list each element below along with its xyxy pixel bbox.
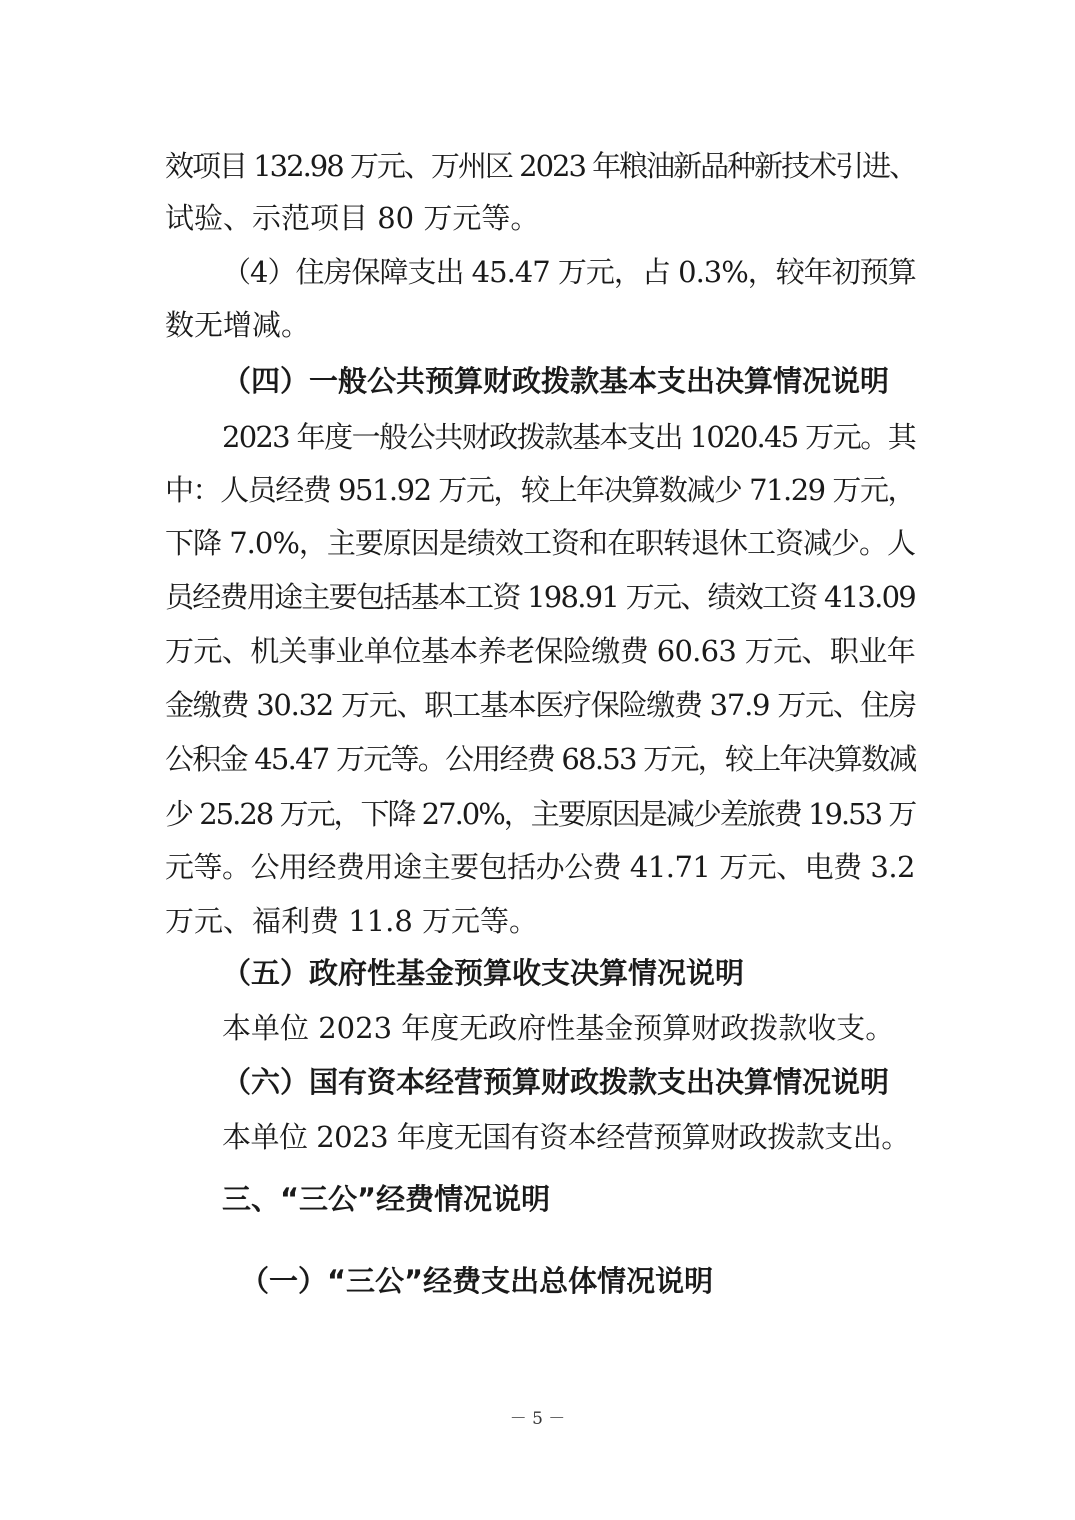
paragraph-line: （4）住房保障支出 45.47 万元，占 0.3%，较年初预算 [222, 255, 916, 289]
subsection-heading-three-1: （一）“三公”经费支出总体情况说明 [240, 1264, 714, 1298]
paragraph-line: 公积金 45.47 万元等。公用经费 68.53 万元，较上年决算数减 [165, 742, 916, 776]
section-heading-6: （六）国有资本经营预算财政拨款支出决算情况说明 [222, 1065, 890, 1099]
section-heading-5: （五）政府性基金预算收支决算情况说明 [222, 956, 745, 990]
paragraph-line: 少 25.28 万元，下降 27.0%，主要原因是减少差旅费 19.53 万 [165, 797, 916, 831]
paragraph-line: 2023 年度一般公共财政拨款基本支出 1020.45 万元。其 [222, 420, 915, 454]
paragraph-line: 元等。公用经费用途主要包括办公费 41.71 万元、电费 3.2 [165, 850, 915, 884]
section-heading-three: 三、“三公”经费情况说明 [222, 1182, 551, 1216]
paragraph-line: 员经费用途主要包括基本工资 198.91 万元、绩效工资 413.09 [165, 580, 915, 614]
section-heading-4: （四）一般公共预算财政拨款基本支出决算情况说明 [222, 364, 890, 398]
paragraph-line: 金缴费 30.32 万元、职工基本医疗保险缴费 37.9 万元、住房 [165, 688, 916, 722]
paragraph-line: 效项目 132.98 万元、万州区 2023 年粮油新品种新技术引进、 [165, 149, 917, 183]
paragraph-line: 试验、示范项目 80 万元等。 [165, 201, 540, 235]
page-number: － 5 － [509, 1409, 566, 1429]
paragraph-line: 万元、福利费 11.8 万元等。 [165, 904, 539, 938]
paragraph-line: 本单位 2023 年度无政府性基金预算财政拨款收支。 [222, 1011, 895, 1045]
paragraph-line: 万元、机关事业单位基本养老保险缴费 60.63 万元、职业年 [165, 634, 915, 668]
paragraph-line: 本单位 2023 年度无国有资本经营预算财政拨款支出。 [222, 1120, 910, 1154]
paragraph-line: 下降 7.0%，主要原因是绩效工资和在职转退休工资减少。人 [165, 526, 915, 560]
paragraph-line: 中：人员经费 951.92 万元，较上年决算数减少 71.29 万元， [165, 473, 915, 507]
paragraph-line: 数无增减。 [165, 308, 311, 342]
